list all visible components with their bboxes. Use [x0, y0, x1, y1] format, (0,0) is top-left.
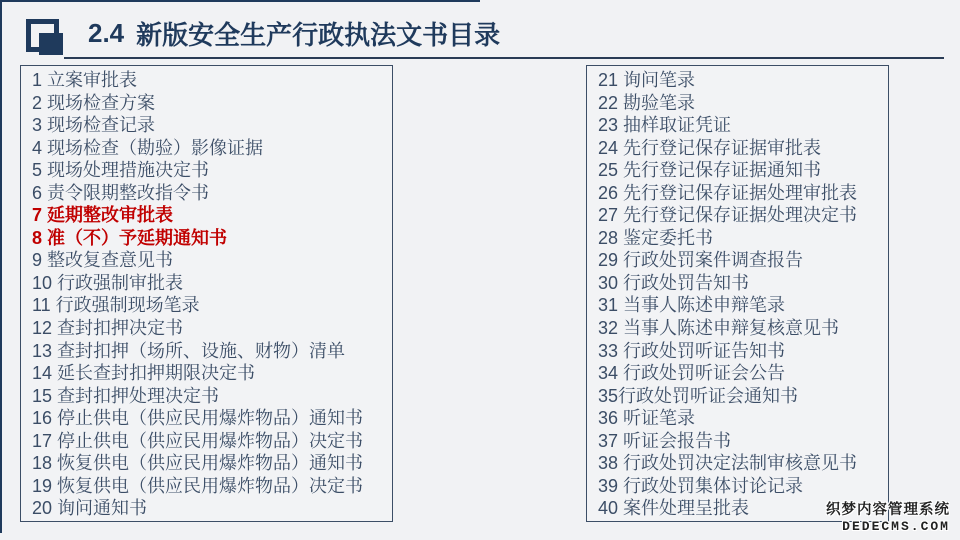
list-item: 8 准（不）予延期通知书	[32, 227, 228, 248]
list-item: 9 整改复查意见书	[32, 250, 174, 271]
list-item: 37 听证会报告书	[598, 430, 732, 451]
overlapping-squares-icon	[26, 19, 66, 59]
page-title	[88, 15, 500, 51]
list-item: 38 行政处罚决定法制审核意见书	[598, 453, 858, 474]
list-item: 20 询问通知书	[32, 498, 148, 519]
list-item: 5 现场处理措施决定书	[32, 160, 210, 181]
list-item: 4 现场检查（勘验）影像证据	[32, 137, 264, 158]
list-item: 25 先行登记保存证据通知书	[598, 160, 822, 181]
list-item: 40 案件处理呈批表	[598, 498, 750, 519]
list-item: 13 查封扣押（场所、设施、财物）清单	[32, 340, 346, 361]
list-item: 35行政处罚听证会通知书	[598, 385, 799, 406]
list-item: 34 行政处罚听证会公告	[598, 363, 786, 384]
list-item: 31 当事人陈述申辩笔录	[598, 295, 786, 316]
slide-border-left	[0, 0, 2, 533]
list-item: 33 行政处罚听证告知书	[598, 340, 786, 361]
watermark-text-en: DEDECMS.COM	[842, 519, 950, 534]
list-item: 11 行政强制现场笔录	[32, 295, 200, 316]
list-item: 10 行政强制审批表	[32, 272, 184, 293]
list-item: 15 查封扣押处理决定书	[32, 385, 220, 406]
section-title: 新版安全生产行政执法文书目录	[136, 19, 501, 50]
list-item: 14 延长查封扣押期限决定书	[32, 363, 256, 384]
document-list-left	[20, 65, 393, 522]
list-item: 21 询问笔录	[598, 70, 696, 90]
title-underline	[64, 57, 944, 59]
list-item: 6 责令限期整改指令书	[32, 182, 210, 203]
list-item: 26 先行登记保存证据处理审批表	[598, 182, 858, 203]
watermark-text-cn: 织梦内容管理系统	[826, 502, 950, 518]
list-item: 27 先行登记保存证据处理决定书	[598, 205, 858, 226]
list-item: 19 恢复供电（供应民用爆炸物品）决定书	[32, 475, 364, 496]
list-item: 23 抽样取证凭证	[598, 115, 732, 136]
list-item: 39 行政处罚集体讨论记录	[598, 475, 804, 496]
slide-border-top	[0, 0, 480, 2]
list-item: 36 听证笔录	[598, 408, 696, 429]
list-item: 17 停止供电（供应民用爆炸物品）决定书	[32, 430, 364, 451]
list-item: 7 延期整改审批表	[32, 205, 174, 226]
list-item: 3 现场检查记录	[32, 115, 156, 136]
section-number: 2.4	[88, 17, 125, 48]
list-item: 32 当事人陈述申辩复核意见书	[598, 318, 840, 339]
list-item: 29 行政处罚案件调查报告	[598, 250, 804, 271]
list-item: 22 勘验笔录	[598, 92, 696, 113]
list-item: 2 现场检查方案	[32, 92, 156, 113]
list-item: 28 鉴定委托书	[598, 227, 714, 248]
list-item: 16 停止供电（供应民用爆炸物品）通知书	[32, 408, 364, 429]
watermark	[826, 498, 950, 534]
list-item: 1 立案审批表	[32, 70, 138, 90]
list-item: 18 恢复供电（供应民用爆炸物品）通知书	[32, 453, 364, 474]
list-item: 30 行政处罚告知书	[598, 272, 750, 293]
list-item: 24 先行登记保存证据审批表	[598, 137, 822, 158]
list-item: 12 查封扣押决定书	[32, 318, 184, 339]
square-filled-icon	[39, 33, 63, 55]
document-list-right	[586, 65, 889, 522]
